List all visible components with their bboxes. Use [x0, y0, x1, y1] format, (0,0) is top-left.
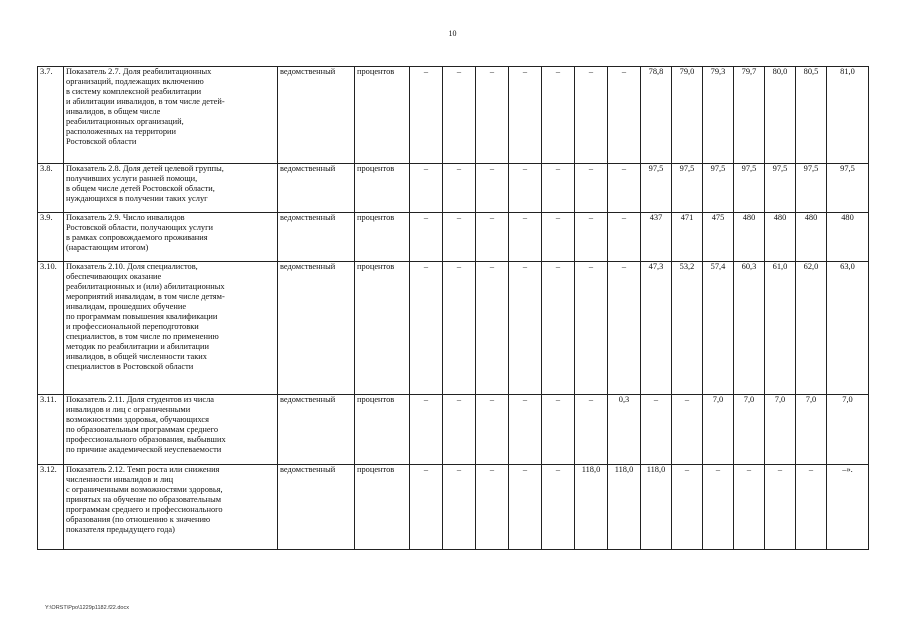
value-cell: 97,5	[765, 164, 796, 213]
value-cell: –	[509, 262, 542, 395]
page-number: 10	[448, 29, 457, 38]
value-cell: –	[672, 395, 703, 465]
value-cell: –	[542, 395, 575, 465]
value-cell: –	[765, 465, 796, 550]
table-row	[38, 465, 869, 550]
value-cell: 118,0	[641, 465, 672, 550]
row-number-cell: 3.9.	[38, 213, 64, 262]
unit-cell: процентов	[355, 213, 410, 262]
value-cell: 53,2	[672, 262, 703, 395]
value-cell: –	[608, 213, 641, 262]
value-cell: –	[542, 465, 575, 550]
value-cell: 480	[796, 213, 827, 262]
unit-cell: процентов	[355, 164, 410, 213]
value-cell: 78,8	[641, 67, 672, 164]
value-cell: –	[476, 262, 509, 395]
value-cell: –	[410, 262, 443, 395]
value-cell: 118,0	[575, 465, 608, 550]
value-cell: –	[476, 213, 509, 262]
value-cell: 79,0	[672, 67, 703, 164]
indicator-title-cell: Показатель 2.12. Темп роста или снижения численности инвалидов и лиц с ограниченными возможностями здоровья, принятых на обучение по образовательным программам среднего и профессионального образования (по отношению к значению показателя предыдущего года)	[64, 465, 278, 550]
value-cell: 437	[641, 213, 672, 262]
value-cell: 97,5	[796, 164, 827, 213]
value-cell: 80,0	[765, 67, 796, 164]
value-cell: 61,0	[765, 262, 796, 395]
value-cell: –	[509, 213, 542, 262]
value-cell: –	[476, 395, 509, 465]
table-row	[38, 67, 869, 164]
value-cell: –	[443, 395, 476, 465]
value-cell: 7,0	[734, 395, 765, 465]
value-cell: –	[410, 213, 443, 262]
unit-cell: процентов	[355, 465, 410, 550]
value-cell: –	[608, 67, 641, 164]
footer-file-path: Y:\ORST\Ppo\1229p1182.f22.docx	[45, 605, 129, 611]
value-cell: –	[608, 262, 641, 395]
value-cell: 97,5	[672, 164, 703, 213]
value-cell: 7,0	[827, 395, 869, 465]
table-row	[38, 164, 869, 213]
value-cell: 81,0	[827, 67, 869, 164]
value-cell: 7,0	[765, 395, 796, 465]
row-number-cell: 3.10.	[38, 262, 64, 395]
value-cell: –	[410, 67, 443, 164]
value-cell: –	[703, 465, 734, 550]
data-source-cell: ведомственный	[278, 213, 355, 262]
value-cell: 97,5	[641, 164, 672, 213]
value-cell: –	[476, 164, 509, 213]
data-source-cell: ведомственный	[278, 164, 355, 213]
value-cell: 79,7	[734, 67, 765, 164]
value-cell: –	[641, 395, 672, 465]
data-source-cell: ведомственный	[278, 67, 355, 164]
value-cell: –	[509, 164, 542, 213]
value-cell: 47,3	[641, 262, 672, 395]
value-cell: 118,0	[608, 465, 641, 550]
data-source-cell: ведомственный	[278, 262, 355, 395]
value-cell: –	[608, 164, 641, 213]
indicators-table	[37, 66, 869, 550]
row-number-cell: 3.11.	[38, 395, 64, 465]
value-cell: 7,0	[796, 395, 827, 465]
value-cell: –	[542, 67, 575, 164]
value-cell: –	[575, 395, 608, 465]
value-cell: –	[476, 465, 509, 550]
value-cell: –	[542, 213, 575, 262]
value-cell: –	[410, 395, 443, 465]
value-cell: –	[796, 465, 827, 550]
value-cell: –	[575, 213, 608, 262]
unit-cell: процентов	[355, 67, 410, 164]
value-cell: –	[443, 67, 476, 164]
value-cell: 480	[827, 213, 869, 262]
value-cell: –	[575, 164, 608, 213]
indicator-title-cell: Показатель 2.8. Доля детей целевой группы, получивших услуги ранней помощи, в общем числе детей Ростовской области, нуждающихся в получении таких услуг	[64, 164, 278, 213]
data-source-cell: ведомственный	[278, 465, 355, 550]
value-cell: 480	[765, 213, 796, 262]
value-cell: 63,0	[827, 262, 869, 395]
value-cell: –	[575, 262, 608, 395]
value-cell: 480	[734, 213, 765, 262]
value-cell: 97,5	[703, 164, 734, 213]
row-number-cell: 3.7.	[38, 67, 64, 164]
value-cell: 97,5	[827, 164, 869, 213]
value-cell: –	[734, 465, 765, 550]
value-cell: –	[443, 262, 476, 395]
indicator-title-cell: Показатель 2.7. Доля реабилитационных организаций, подлежащих включению в систему комплексной реабилитации и абилитации инвалидов, в том числе детей- инвалидов, в общем числе реабилитационных организаций, расположенных на территории Ростовской области	[64, 67, 278, 164]
value-cell: –	[672, 465, 703, 550]
data-source-cell: ведомственный	[278, 395, 355, 465]
value-cell: –	[410, 164, 443, 213]
value-cell: 60,3	[734, 262, 765, 395]
table-row	[38, 213, 869, 262]
table-row	[38, 395, 869, 465]
value-cell: –	[575, 67, 608, 164]
value-cell: –	[542, 262, 575, 395]
value-cell: –	[542, 164, 575, 213]
value-cell: –	[443, 465, 476, 550]
unit-cell: процентов	[355, 395, 410, 465]
row-number-cell: 3.12.	[38, 465, 64, 550]
value-cell: 97,5	[734, 164, 765, 213]
value-cell: –	[410, 465, 443, 550]
unit-cell: процентов	[355, 262, 410, 395]
row-number-cell: 3.8.	[38, 164, 64, 213]
value-cell: 475	[703, 213, 734, 262]
value-cell: 57,4	[703, 262, 734, 395]
indicators-table-body	[38, 67, 869, 550]
table-row	[38, 262, 869, 395]
value-cell: 62,0	[796, 262, 827, 395]
value-cell: –	[509, 395, 542, 465]
indicator-title-cell: Показатель 2.11. Доля студентов из числа инвалидов и лиц с ограниченными возможностями здоровья, обучающихся по образовательным программам среднего профессионального образования, выбывших по причине академической неуспеваемости	[64, 395, 278, 465]
value-cell: –	[509, 67, 542, 164]
value-cell: 0,3	[608, 395, 641, 465]
value-cell: 79,3	[703, 67, 734, 164]
value-cell: 471	[672, 213, 703, 262]
value-cell: –	[509, 465, 542, 550]
value-cell: 7,0	[703, 395, 734, 465]
indicator-title-cell: Показатель 2.10. Доля специалистов, обеспечивающих оказание реабилитационных и (или) абилитационных мероприятий инвалидам, в том числе детям- инвалидам, прошедших обучение по программам повышения квалификации и профессиональной переподготовки специалистов, в том числе по применению методик по реабилитации и абилитации инвалидов, в общей численности таких специалистов в Ростовской области	[64, 262, 278, 395]
value-cell: –	[443, 164, 476, 213]
value-cell: –».	[827, 465, 869, 550]
value-cell: 80,5	[796, 67, 827, 164]
value-cell: –	[443, 213, 476, 262]
indicator-title-cell: Показатель 2.9. Число инвалидов Ростовской области, получающих услуги в рамках сопровождаемого проживания (нарастающим итогом)	[64, 213, 278, 262]
value-cell: –	[476, 67, 509, 164]
